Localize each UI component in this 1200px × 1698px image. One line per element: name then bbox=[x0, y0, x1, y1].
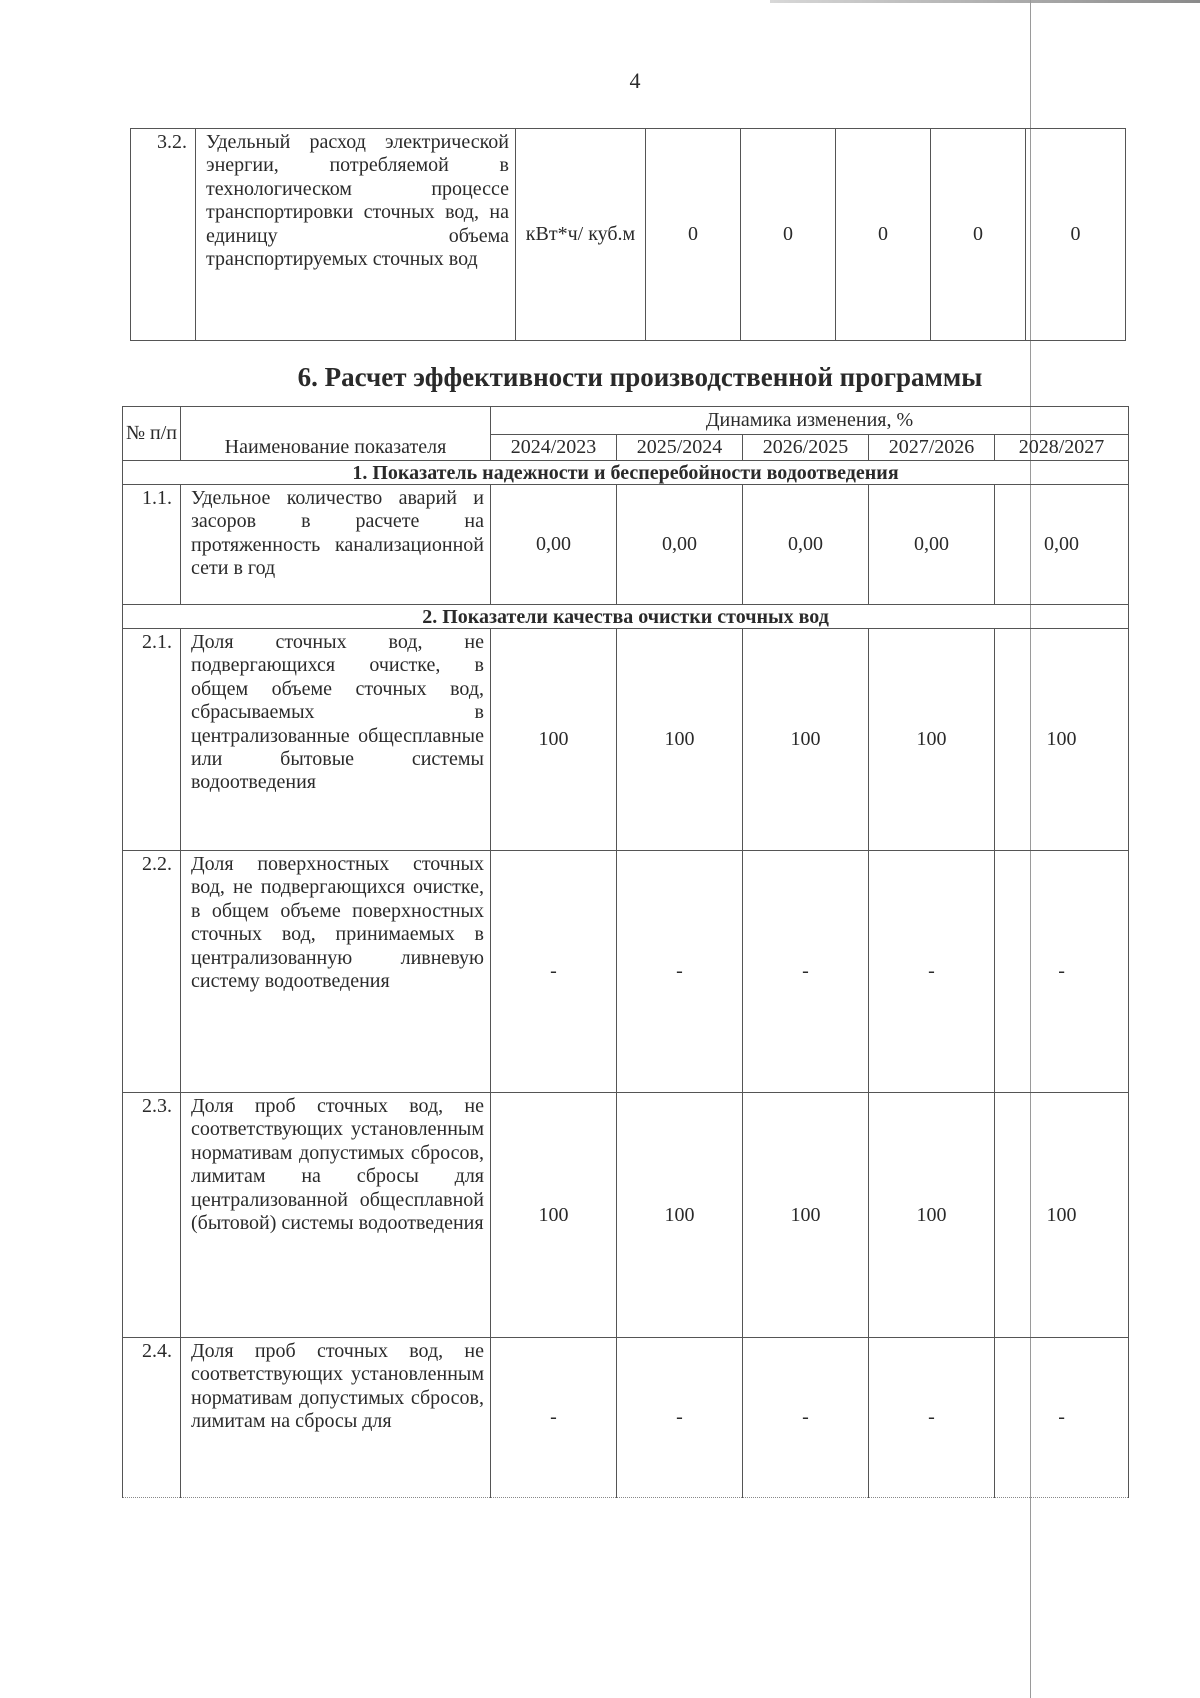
section-row bbox=[123, 461, 1129, 485]
row-value: - bbox=[869, 1338, 995, 1498]
efficiency-table bbox=[122, 406, 1129, 1498]
row-value: 100 bbox=[869, 1093, 995, 1338]
row-unit: кВт*ч/ куб.м bbox=[516, 129, 646, 341]
section-heading: 1. Показатель надежности и бесперебойности водоотведения bbox=[123, 461, 1129, 485]
row-description: Доля проб сточных вод, не соответствующих установленным нормативам допустимых сбросов, лимитам на сбросы для bbox=[181, 1338, 491, 1498]
top-table bbox=[130, 128, 1126, 341]
row-description: Доля поверхностных сточных вод, не подвергающихся очистке, в общем объеме поверхностных сточных вод, принимаемых в централизованную ливневую систему водоотведения bbox=[181, 851, 491, 1093]
table-row bbox=[123, 1093, 1129, 1338]
row-number: 2.1. bbox=[123, 629, 181, 851]
row-value: 0 bbox=[1026, 129, 1126, 341]
row-number: 2.3. bbox=[123, 1093, 181, 1338]
table-row bbox=[123, 851, 1129, 1093]
row-number: 1.1. bbox=[123, 485, 181, 605]
header-dynamics: Динамика изменения, % bbox=[491, 407, 1129, 435]
row-value: 100 bbox=[995, 629, 1129, 851]
row-value: 0 bbox=[741, 129, 836, 341]
row-number: 2.2. bbox=[123, 851, 181, 1093]
row-value: - bbox=[491, 1338, 617, 1498]
row-description: Доля проб сточных вод, не соответствующих установленным нормативам допустимых сбросов, лимитам на сбросы для централизованной общесплавной (бытовой) системы водоотведения bbox=[181, 1093, 491, 1338]
table-row bbox=[123, 1338, 1129, 1498]
section-row bbox=[123, 605, 1129, 629]
header-year: 2026/2025 bbox=[743, 435, 869, 461]
row-value: 0 bbox=[646, 129, 741, 341]
section-title: 6. Расчет эффективности производственной программы bbox=[297, 362, 983, 392]
row-value: 0 bbox=[931, 129, 1026, 341]
row-value: - bbox=[617, 1338, 743, 1498]
row-value: 100 bbox=[869, 629, 995, 851]
row-value: 100 bbox=[995, 1093, 1129, 1338]
header-year: 2024/2023 bbox=[491, 435, 617, 461]
row-value: 0,00 bbox=[995, 485, 1129, 605]
page-number: 4 bbox=[629, 68, 641, 93]
table-row bbox=[123, 629, 1129, 851]
row-description: Удельное количество аварий и засоров в расчете на протяженность канализационной сети в год bbox=[181, 485, 491, 605]
header-row bbox=[123, 407, 1129, 435]
row-description: Удельный расход электрической энергии, потребляемой в технологическом процессе транспортировки сточных вод, на единицу объема транспортируемых сточных вод bbox=[196, 129, 516, 341]
row-value: - bbox=[995, 851, 1129, 1093]
row-value: 0,00 bbox=[617, 485, 743, 605]
header-year: 2028/2027 bbox=[995, 435, 1129, 461]
row-value: 100 bbox=[743, 629, 869, 851]
row-value: - bbox=[743, 1338, 869, 1498]
row-description: Доля сточных вод, не подвергающихся очистке, в общем объеме сточных вод, сбрасываемых в централизованные общесплавные или бытовые системы водоотведения bbox=[181, 629, 491, 851]
header-year: 2025/2024 bbox=[617, 435, 743, 461]
row-number: 2.4. bbox=[123, 1338, 181, 1498]
row-value: - bbox=[617, 851, 743, 1093]
table-row bbox=[123, 485, 1129, 605]
scan-top-rule bbox=[770, 0, 1200, 3]
row-value: - bbox=[995, 1338, 1129, 1498]
section-heading: 2. Показатели качества очистки сточных вод bbox=[123, 605, 1129, 629]
header-name: Наименование показателя bbox=[181, 407, 491, 461]
header-num: № п/п bbox=[123, 407, 181, 461]
row-value: 100 bbox=[743, 1093, 869, 1338]
row-value: 0,00 bbox=[491, 485, 617, 605]
row-value: - bbox=[869, 851, 995, 1093]
row-value: 100 bbox=[617, 1093, 743, 1338]
table-row bbox=[131, 129, 1126, 341]
row-value: 0,00 bbox=[869, 485, 995, 605]
row-value: - bbox=[491, 851, 617, 1093]
row-value: 100 bbox=[617, 629, 743, 851]
row-value: 0 bbox=[836, 129, 931, 341]
row-value: 100 bbox=[491, 1093, 617, 1338]
header-year: 2027/2026 bbox=[869, 435, 995, 461]
row-number: 3.2. bbox=[131, 129, 196, 341]
row-value: - bbox=[743, 851, 869, 1093]
row-value: 0,00 bbox=[743, 485, 869, 605]
row-value: 100 bbox=[491, 629, 617, 851]
